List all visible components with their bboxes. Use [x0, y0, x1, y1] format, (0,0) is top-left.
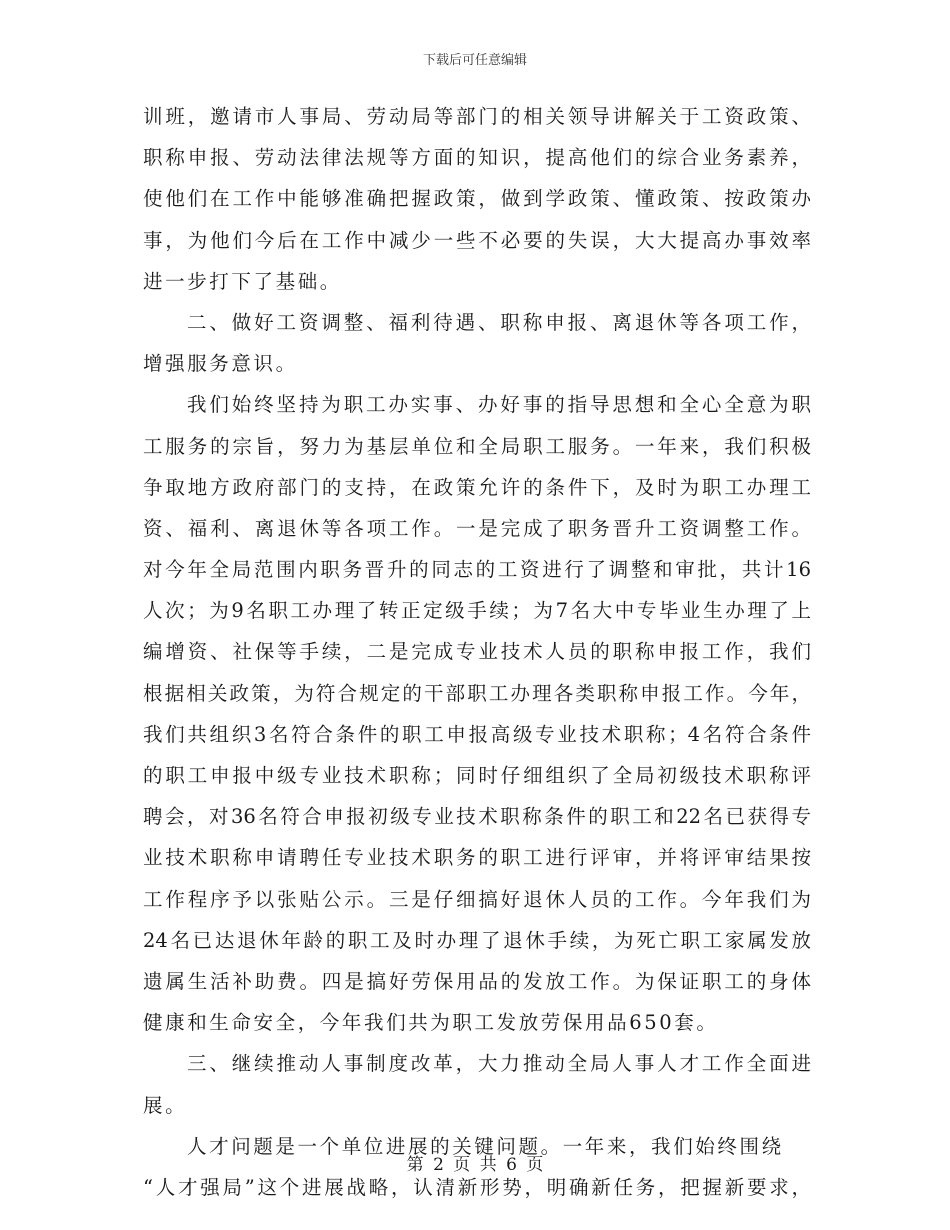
document-body [143, 96, 811, 1208]
text-line: “人才强局”这个进展战略，认清新形势，明确新任务，把握新要求， [143, 1175, 811, 1199]
text-line: 业技术职称申请聘任专业技术职务的职工进行评审，并将评审结果按 [143, 846, 811, 870]
page-header-note: 下载后可任意编辑 [422, 53, 527, 68]
text-line: 根据相关政策，为符合规定的干部职工办理各类职称申报工作。今年， [143, 681, 811, 705]
text-line: 的职工申报中级专业技术职称；同时仔细组织了全局初级技术职称评 [143, 764, 811, 787]
text-line: 我们共组织3名符合条件的职工申报高级专业技术职称；4名符合条件 [143, 722, 811, 746]
text-line: 编增资、社保等手续，二是完成专业技术人员的职称申报工作，我们 [143, 640, 811, 664]
section-heading-2-cont: 增强服务意识。 [143, 352, 298, 376]
text-line: 遗属生活补助费。四是搞好劳保用品的发放工作。为保证职工的身体 [143, 969, 811, 993]
section-heading-2: 二、做好工资调整、福利待遇、职称申报、离退休等各项工作， [187, 310, 811, 334]
text-line: 人次；为9名职工办理了转正定级手续；为7名大中专毕业生办理了上 [143, 599, 811, 623]
text-line: 工作程序予以张贴公示。三是仔细搞好退休人员的工作。今年我们为 [143, 887, 811, 911]
section-heading-3: 三、继续推动人事制度改革，大力推动全局人事人才工作全面进 [187, 1052, 811, 1076]
text-line: 事，为他们今后在工作中减少一些不必要的失误，大大提高办事效率 [143, 228, 811, 252]
text-line: 人才问题是一个单位进展的关键问题。一年来，我们始终围绕 [187, 1134, 784, 1158]
section-heading-3-cont: 展。 [143, 1093, 188, 1117]
text-line: 24名已达退休年龄的职工及时办理了退休手续，为死亡职工家属发放 [143, 928, 811, 952]
text-line: 健康和生命安全，今年我们共为职工发放劳保用品650套。 [143, 1011, 719, 1035]
text-line: 工服务的宗旨，努力为基层单位和全局职工服务。一年来，我们积极 [143, 434, 811, 458]
text-line: 聘会，对36名符合申报初级专业技术职称条件的职工和22名已获得专 [143, 805, 811, 829]
text-line: 进一步打下了基础。 [143, 269, 342, 293]
text-line: 训班，邀请市人事局、劳动局等部门的相关领导讲解关于工资政策、 [143, 105, 811, 128]
text-line: 资、福利、离退休等各项工作。一是完成了职务晋升工资调整工作。 [143, 516, 811, 540]
text-line: 使他们在工作中能够准确把握政策，做到学政策、懂政策、按政策办 [143, 187, 811, 211]
text-line: 争取地方政府部门的支持，在政策允许的条件下，及时为职工办理工 [143, 475, 811, 499]
text-line: 职称申报、劳动法律法规等方面的知识，提高他们的综合业务素养， [143, 146, 811, 170]
text-line: 我们始终坚持为职工办实事、办好事的指导思想和全心全意为职 [187, 393, 811, 417]
page-number: 第 2 页 共 6 页 [406, 1155, 544, 1175]
text-line: 对今年全局范围内职务晋升的同志的工资进行了调整和审批，共计16 [143, 558, 811, 582]
